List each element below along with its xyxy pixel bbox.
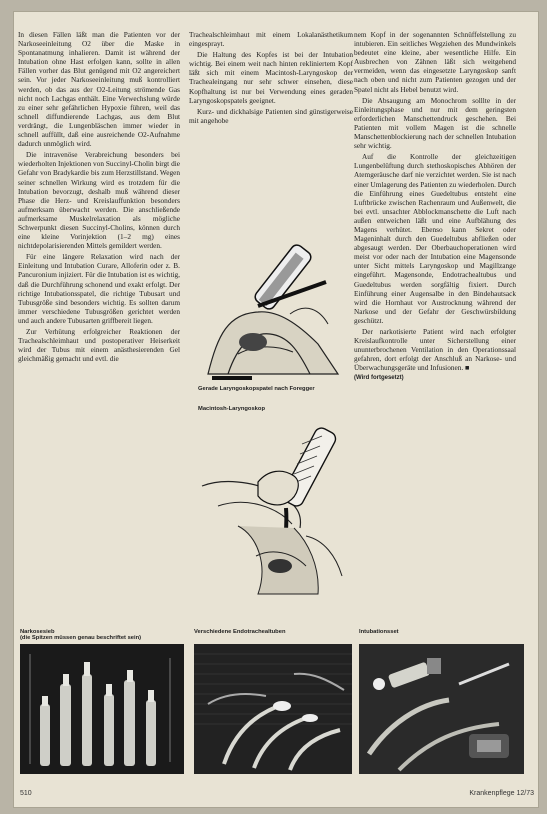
endotrachealtuben-photo bbox=[194, 644, 352, 774]
magazine-page bbox=[14, 12, 538, 807]
macintosh-drawing bbox=[198, 416, 348, 606]
photo-caption-narkosesieb: Narkosesieb (die Spitzen müssen genau beschriftet sein) bbox=[20, 629, 142, 641]
macintosh-laryngoscope-illustration bbox=[198, 416, 348, 606]
figure-caption-macintosh: Macintosh-Laryngoskop bbox=[198, 406, 265, 412]
paragraph: Der narkotisierte Patient wird nach erfolgter Kreislaufkontrolle unter Sicherstellung einer ununterbrochenen Ventilation in den Operationssaal gefahren, dort erfolgt der Anschluß an Narkose- und Überwachungsgeräte und Infusionen. ■ bbox=[354, 327, 516, 373]
paragraph: nem Kopf in der sogenannten Schnüffelstellung zu intubieren. Ein seitliches Wegziehen des Mundwinkels bedeutet eine kleine, aber wesentliche Hilfe. Ein Ausbrechen von Zähnen läßt sich weitgehend vermeiden, wenn das eingesetzte Laryngoskop sanft nach oben und nicht zum Patienten gezogen und der Spatel nicht als Hebel benutzt wird. bbox=[354, 30, 516, 94]
foregger-drawing bbox=[198, 224, 348, 384]
text-column-1 bbox=[18, 30, 180, 365]
paragraph: Für eine längere Relaxation wird nach der Einleitung und Intubation Curare, Alloferin oder z. B. Pancuronium injiziert. Für die Intubation ist es wichtig, daß die Durchführung schonend und exakt erfolgt. Der richtige Intubationsspatel, die richtige Tubusart und Tubusgröße sind besonders wichtig. Es sollten darum immer verschiedene Tubusgrößen gerichtet werden und auch andere Tubusarten griffbereit liegen. bbox=[18, 252, 180, 325]
paragraph: Die intravenöse Verabreichung besonders bei wiederholten Injektionen von Succinyl-Cholin birgt die Gefahr von Bradykardie bis zum Herzstillstand. Wegen seiner schnellen Wirkung wird es trotzdem für die Intubation bevorzugt, deshalb muß während dieser Phase die Herz- und Kreislauffunktion besonders aufmerksam überwacht werden. Die anschließende aufmerksame Muskelrelaxation als mögliche Schwerpunkt diesen Succinyl-Cholins, können durch eine kleine Vorinjektion (1–2 mg) eines nichtdepolarisierenden Mittels gemildert werden. bbox=[18, 150, 180, 251]
paragraph: Trachealschleimhaut mit einem Lokalanästhetikum eingesprayt. bbox=[189, 30, 353, 49]
paragraph: In diesen Fällen läßt man die Patienten vor der Narkoseeinleitung O2 über die Maske in Spontanatmung inhalieren. Damit ist während der Intubation ohne Hast erfolgen kann, sollte in allen Fällen vorher das Blut genügend mit O2 angereichert sein. Vor jeder Narkoseeinleitung muß kontrolliert werden, ob das aus der O2-Leitung strömende Gas nicht noch Lachgas enthält. Eine Verwechslung würde zu einer sehr gefährlichen Hypoxie führen, weil das schnell diffundierende Lachgas, aus dem Blut verdrängt, die Lungenbläschen immer wieder in schnell auffüllt, daß eine ausreichende O2-Aufnahme dadurch unmöglich wird. bbox=[18, 30, 180, 149]
journal-footer: Krankenpflege 12/73 bbox=[469, 790, 534, 797]
continuation-note: (Wird fortgesetzt) bbox=[354, 375, 404, 382]
text-column-2 bbox=[189, 30, 353, 127]
paragraph: Die Absaugung am Monochrom solllte in der Einleitungsphase und nur mit dem geringsten erforderlichen Manschettendruck geschehen. Bei Patienten mit vollem Magen ist die schnelle Manschettenblockierung nach der schnellen Intubation sehr wichtig. bbox=[354, 95, 516, 151]
photo-caption-intubationsset: Intubationsset bbox=[359, 629, 399, 635]
paragraph: Zur Verhütung erfolgreicher Reaktionen der Trachealschleimhaut und postoperativer Heiserkeit wird der Tubus mit einem anästhesierenden Gel gleichmäßig gemacht und evtl. die bbox=[18, 327, 180, 364]
photo-caption-endotrachealtuben: Verschiedene Endotrachealtuben bbox=[194, 629, 286, 635]
narkosesieb-photo bbox=[20, 644, 184, 774]
figure-caption-foregger: Gerade Laryngoskopspatel nach Foregger bbox=[198, 386, 315, 392]
paragraph: Auf die Kontrolle der gleichzeitigen Lungenbelüftung durch stethoskopisches Abhören der Atemgeräusche darf nie verzichtet werden. Sie ist nach einer Umlagerung des Patienten zu wiederholen. Durch die Einführung eines Guedeltubus entsteht eine Luftbrücke zwischen Rachenraum und Außenwelt, die bei evtl. unsachter Abblockmanschette die Luft nach außen entweichen läßt und eine Aufblähung des Magens verhütet. Ebenso kann Sekret oder Mageninhalt durch den Guedeltubus abfließen oder abgesaugt werden. Der Oberbauchoperationen wird meist vor oder nach der Intubation eine Magensonde unter Sicht mittels Laryngoskop und Magillzange eingeführt. Magensonde, Endotrachealtubus und Guedeltubus werden sorgfältig fixiert. Durch Einführung einer Augensalbe in den Bindehautsack wird die Hornhaut vor Austrocknung während der Narkose und der Gefahr der Geschwürsbildung geschützt. bbox=[354, 152, 516, 325]
page-number: 510 bbox=[20, 790, 32, 797]
paragraph: Die Haltung des Kopfes ist bei der Intubation wichtig. Bei einem weit nach hinten rekliniertem Kopf läßt sich mit einem Macintosh-Laryngoskop der Trachealeingang nur sehr schwer einsehen, diese Kopfhaltung ist nur bei Verwendung eines geraden Laryngoskopspatels geeignet. bbox=[189, 50, 353, 105]
intubationsset-photo bbox=[359, 644, 524, 774]
text-column-3 bbox=[354, 30, 516, 386]
paragraph: Kurz- und dickhalsige Patienten sind günstigerweise mit angehobe bbox=[189, 106, 353, 125]
laryngoscope-foregger-illustration bbox=[198, 224, 348, 384]
